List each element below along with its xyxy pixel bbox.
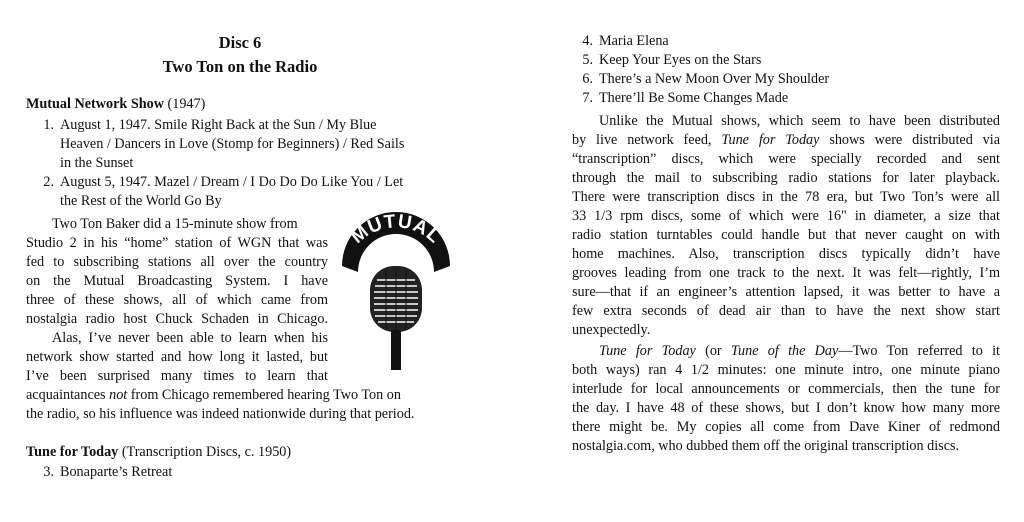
text-run: —Two Ton referred to it [838,343,1000,359]
body-line: Studio 2 in his “home” station of WGN that was [26,235,328,251]
track-line: the Rest of the World Go By [60,193,222,209]
track-line: August 1, 1947. Smile Right Back at the Sun / My Blue [60,117,377,133]
emphasis: Tune for Today [721,132,820,148]
logo-text: MUTUAL [347,211,446,248]
body-line [572,131,1000,150]
text-run: (or [695,343,731,359]
body-line: few extra seconds of dead air than to have the next show start [572,303,1000,319]
track-line: in the Sunset [60,155,134,171]
body-line: Alas, I’ve never been able to learn when his [52,330,328,346]
body-line: home machines. Also, transcription discs typically didn’t have [572,246,1000,262]
text-run: by live network feed, [572,132,722,148]
body-line: nostalgia.com, who dubbed them off the original transcription discs. [572,438,960,454]
track-title: Keep Your Eyes on the Stars [599,52,762,68]
body-line: I’ve been surprised many times to learn that [26,368,328,384]
body-line: There were transcription discs in the 78 era, but Two Ton’s were all [572,189,1000,205]
track-number: 1. [43,117,54,133]
text-run: acquaintances [26,387,110,403]
body-line: Two Ton Baker did a 15-minute show from [52,216,298,232]
text-run: shows were distributed via [819,132,1000,148]
right-page [572,0,1000,522]
body-line: unexpectedly. [572,322,651,338]
track-number: 3. [43,464,54,480]
body-line: the day. I have 48 of these shows, but I don’t know how many more [572,400,1000,416]
emphasis: Tune of the Day [730,343,839,359]
track-number: 7. [582,90,593,106]
tune-section-heading [26,443,291,462]
track-title: There’ll Be Some Changes Made [599,90,789,106]
body-line [599,342,1000,361]
emphasis: Tune for Today [599,343,696,359]
track-title: Maria Elena [599,33,669,49]
body-line: radio station turntables could handle but that never caught on with [572,227,1000,243]
body-line: network show started and how long it lasted, but [26,349,328,365]
left-page [26,0,454,522]
body-line [26,386,401,405]
disc-title: Disc 6 [218,33,262,52]
track-line: Heaven / Dancers in Love (Stomp for Beginners) / Red Sails [60,136,405,152]
body-line: sure—that if an engineer’s attention lapsed, it was better to have a [572,284,1000,300]
track-number: 6. [582,71,593,87]
body-line: three of these shows, all of which came from [26,292,328,308]
mutual-section-heading [26,95,205,114]
body-line: through the mail to subscribing radio stations for later playback. [572,170,1000,186]
mutual-microphone-logo [340,210,452,370]
emphasis: not [109,387,128,403]
track-number: 4. [582,33,593,49]
track-title: There’s a New Moon Over My Shoulder [599,71,830,87]
track-line: August 5, 1947. Mazel / Dream / I Do Do Do Like You / Let [60,174,404,190]
text-run: from Chicago remembered hearing Two Ton on [127,387,401,403]
body-line: grooves leading from one track to the next. It was felt—rightly, I’m [572,265,1000,281]
tune-subtitle: (Transcription Discs, c. 1950) [118,444,292,460]
mutual-year: (1947) [163,96,206,112]
body-line: on the Mutual Broadcasting System. I have [26,273,328,289]
track-title: Bonaparte’s Retreat [60,464,173,480]
track-number: 2. [43,174,54,190]
album-title: Two Ton on the Radio [162,57,318,76]
body-line: “transcription” discs, which were specially recorded and sent [572,151,1000,167]
body-line: both ways) ran 4 1/2 minutes: one minute intro, one minute piano [572,362,1000,378]
body-line: 33 1/3 rpm discs, some of which were 16" in diameter, a size that [572,208,1000,224]
body-line: the radio, so his influence was indeed nationwide during that period. [26,406,415,422]
body-line: there might be. My copies all come from Dave Kiner of redmond [572,419,1000,435]
body-line: fed to subscribing stations all over the country [26,254,328,270]
tune-heading: Tune for Today [26,444,119,460]
body-line: Unlike the Mutual shows, which seem to have been distributed [599,113,1000,129]
track-number: 5. [582,52,593,68]
body-line: interlude for local announcements or commercials, then the tune for [572,381,1000,397]
body-line: nostalgia radio host Chuck Schaden in Chicago. [26,311,328,327]
mutual-heading: Mutual Network Show [26,96,164,112]
